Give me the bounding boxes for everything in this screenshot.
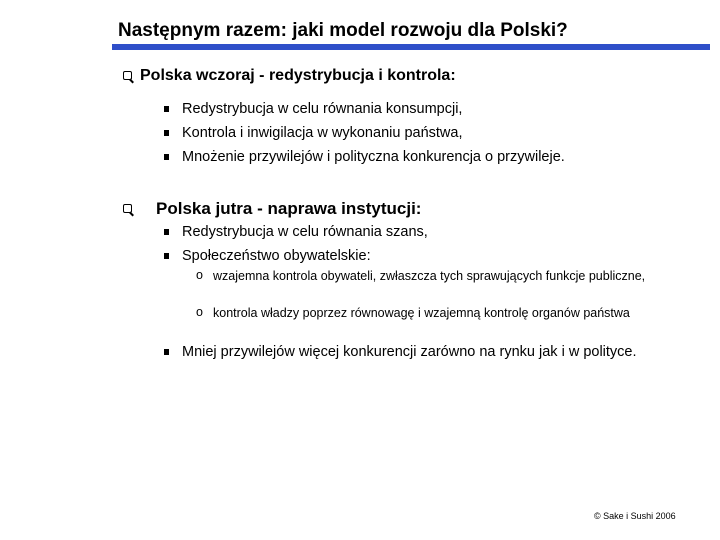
circle-bullet-icon: o xyxy=(196,268,203,282)
sub-list-item: kontrola władzy poprzez równowagę i wzajemną kontrolę organów państwa xyxy=(213,306,630,320)
sub-list-item: wzajemna kontrola obywateli, zwłaszcza tych sprawujących funkcje publiczne, xyxy=(213,269,646,283)
title-underline xyxy=(112,44,710,50)
list-item: Społeczeństwo obywatelskie: xyxy=(182,248,371,264)
square-bullet-icon xyxy=(164,349,169,355)
slide-title: Następnym razem: jaki model rozwoju dla Polski? xyxy=(118,20,568,41)
list-item: Mniej przywilejów więcej konkurencji zarówno na rynku jak i w polityce. xyxy=(182,344,637,360)
square-bullet-icon xyxy=(164,154,169,160)
copyright-footer: © Sake i Sushi 2006 xyxy=(594,511,676,521)
square-bullet-icon xyxy=(164,130,169,136)
list-item: Redystrybucja w celu równania konsumpcji, xyxy=(182,101,463,117)
list-item: Mnożenie przywilejów i polityczna konkurencja o przywileje. xyxy=(182,149,565,165)
section-heading-tomorrow: Polska jutra - naprawa instytucji: xyxy=(156,199,422,218)
section-heading-yesterday: Polska wczoraj - redystrybucja i kontrola: xyxy=(140,67,456,84)
list-item: Redystrybucja w celu równania szans, xyxy=(182,224,428,240)
square-bullet-icon xyxy=(164,229,169,235)
square-bullet-icon xyxy=(164,253,169,259)
circle-bullet-icon: o xyxy=(196,305,203,319)
list-item: Kontrola i inwigilacja w wykonaniu państwa, xyxy=(182,125,463,141)
checkbox-bullet-icon xyxy=(123,204,132,213)
square-bullet-icon xyxy=(164,106,169,112)
checkbox-bullet-icon xyxy=(123,71,132,80)
